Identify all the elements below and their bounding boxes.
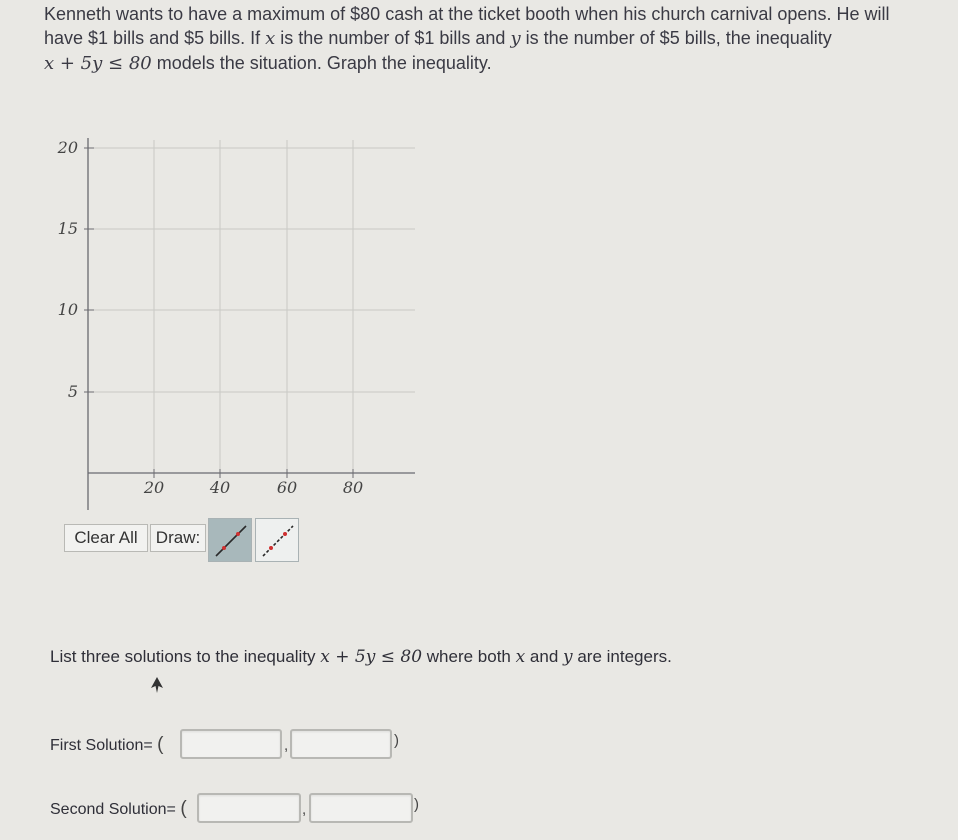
problem-line-1: Kenneth wants to have a maximum of $80 cash at the ticket booth when his church carnival opens. He will [44,4,890,24]
y-tick-marks [84,148,94,392]
clear-all-button[interactable]: Clear All [64,524,148,552]
problem-line-2: have $1 bills and $5 bills. If x is the number of $1 bills and y is the number of $5 bills, the inequality [44,28,832,49]
graph-area[interactable] [0,120,420,520]
first-solution-x-input[interactable] [180,729,282,759]
y-tick-label: 10 [57,300,78,319]
question-text: List three solutions to the inequality x + 5y ≤ 80 where both x and y are integers. [50,647,672,667]
mouse-cursor-icon [150,676,164,694]
problem-line-3: x + 5y ≤ 80 models the situation. Graph the inequality. [44,53,492,74]
second-solution-close-paren: ) [414,796,419,813]
first-solution-close-paren: ) [394,732,399,749]
solid-line-tool-button[interactable] [208,518,252,562]
x-tick-label: 60 [276,478,298,497]
problem-statement [44,2,924,76]
dashed-line-tool-button[interactable] [255,518,299,562]
first-solution-comma: , [284,737,289,754]
question-inequality: x + 5y ≤ 80 [320,647,423,667]
second-solution-y-input[interactable] [309,793,413,823]
y-tick-label: 20 [57,138,78,157]
solid-line-icon [209,519,253,563]
y-tick-label: 5 [67,382,78,401]
second-solution-x-input[interactable] [197,793,301,823]
x-tick-label: 40 [209,478,231,497]
dashed-line-icon [256,519,300,563]
grid [88,140,415,470]
problem-inequality: x + 5y ≤ 80 [44,53,152,74]
draw-label: Draw: [150,524,206,552]
first-solution-label: First Solution= ( [50,734,164,755]
x-tick-label: 80 [342,478,364,497]
x-tick-label: 20 [143,478,165,497]
second-solution-comma: , [302,801,307,818]
second-solution-label: Second Solution= ( [50,798,187,819]
first-solution-y-input[interactable] [290,729,392,759]
y-tick-label: 15 [57,219,78,238]
